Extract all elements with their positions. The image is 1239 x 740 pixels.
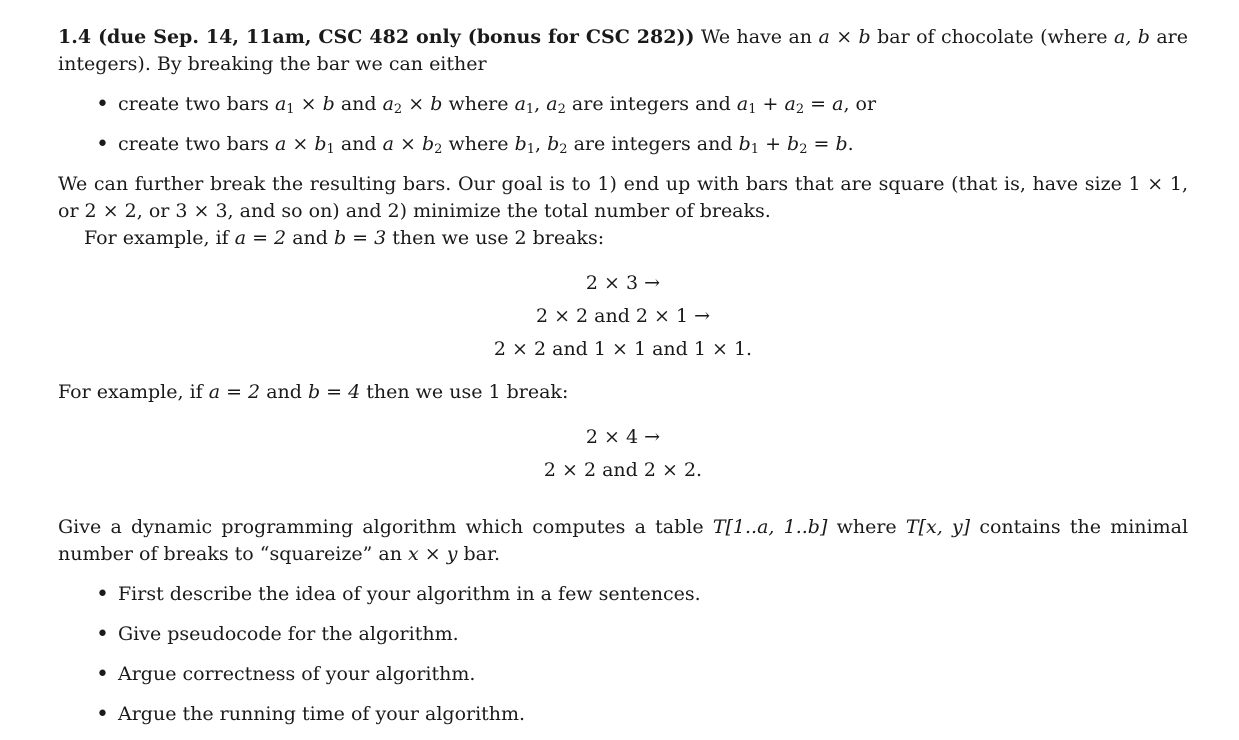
option2-text-3: are integers and [573,133,733,155]
example2-display [58,421,1188,487]
option2-text-2: where [448,133,509,155]
example1-step-2: 2 × 2 and 2 × 1 → [535,305,711,327]
option2-text-1: and [340,133,377,155]
list-item-requirement-3: • Argue correctness of your algorithm. [58,661,1188,688]
list-item-requirement-4: • Argue the running time of your algorithm. [58,701,1188,728]
math-T-xy: T[x, y] [905,516,971,538]
intro-text-3: are integers). By breaking the bar we can either [58,26,1189,75]
math-a2-times-b: $a_2 \times b$ [382,93,443,117]
requirements-list [58,581,1188,728]
math-table-T: T[1..a, 1..b] [712,516,828,538]
example2-step-1: 2 × 4 → [585,426,661,448]
option2-text-4: . [847,133,854,155]
math-a1-plus-a2-eq-a: $a_1 + a_2 = a$ [736,93,844,117]
math-a1-times-b: $a_1 \times b$ [274,93,335,117]
math-a-times-b2: $a \times b_2$ [382,133,443,157]
list-item-option-2 [58,131,1188,158]
math-a-times-b: a × b [818,26,871,48]
problem-heading [58,26,694,48]
list-item-option-1 [58,91,1188,118]
break-options-list [58,91,1188,158]
math-a-comma-b: a, b [1113,26,1150,48]
problem-header-paragraph [58,24,1188,78]
intro-text-2: bar of chocolate (where [877,26,1108,48]
example1-display [58,267,1188,366]
math-a-eq-2: a = 2 [234,227,287,249]
math-a-eq-2b: a = 2 [208,381,261,403]
math-b-eq-4: b = 4 [307,381,361,403]
math-a-times-b1: $a \times b_1$ [274,133,335,157]
due-date-heading: (due Sep. 14, 11am, CSC 482 only (bonus for CSC 282)) [98,26,695,48]
math-b1-b2: $b_1$, $b_2$ [514,133,568,157]
problem-document [58,24,1188,728]
option2-text-0: create two bars [118,133,269,155]
option1-text-4: , or [843,93,877,115]
list-item-requirement-2: • Give pseudocode for the algorithm. [58,621,1188,648]
example2-intro: For example, if a = 2 and b = 4 then we use 1 break: [58,381,569,403]
task-paragraph: Give a dynamic programming algorithm which computes a table T[1..a, 1..b] where T[x, y] contains the minimal number of breaks to “squareize” an x × y bar. [58,516,1189,565]
math-b-eq-3: b = 3 [333,227,387,249]
math-a1-a2: $a_1$, $a_2$ [514,93,566,117]
example2-step-2: 2 × 2 and 2 × 2. [543,459,703,481]
example1-intro: For example, if a = 2 and b = 3 then we use 2 breaks: [84,227,605,249]
goal-paragraph: We can further break the resulting bars. Our goal is to 1) end up with bars that are square (that is, have size 1 × 1, or 2 × 2, or 3 × 3, and so on) and 2) minimize the total number of breaks. [58,173,1188,222]
example1-step-1: 2 × 3 → [585,272,661,294]
example1-step-3: 2 × 2 and 1 × 1 and 1 × 1. [493,338,753,360]
option1-text-1: and [340,93,377,115]
intro-text: We have an [700,26,813,48]
option1-text-3: are integers and [571,93,731,115]
math-b1-plus-b2-eq-b: $b_1 + b_2 = b$ [738,133,848,157]
option1-text-0: create two bars [118,93,269,115]
problem-number: 1.4 [58,26,92,48]
list-item-requirement-1: • First describe the idea of your algorithm in a few sentences. [58,581,1188,608]
math-x-times-y: x × y [407,543,458,565]
option1-text-2: where [448,93,509,115]
